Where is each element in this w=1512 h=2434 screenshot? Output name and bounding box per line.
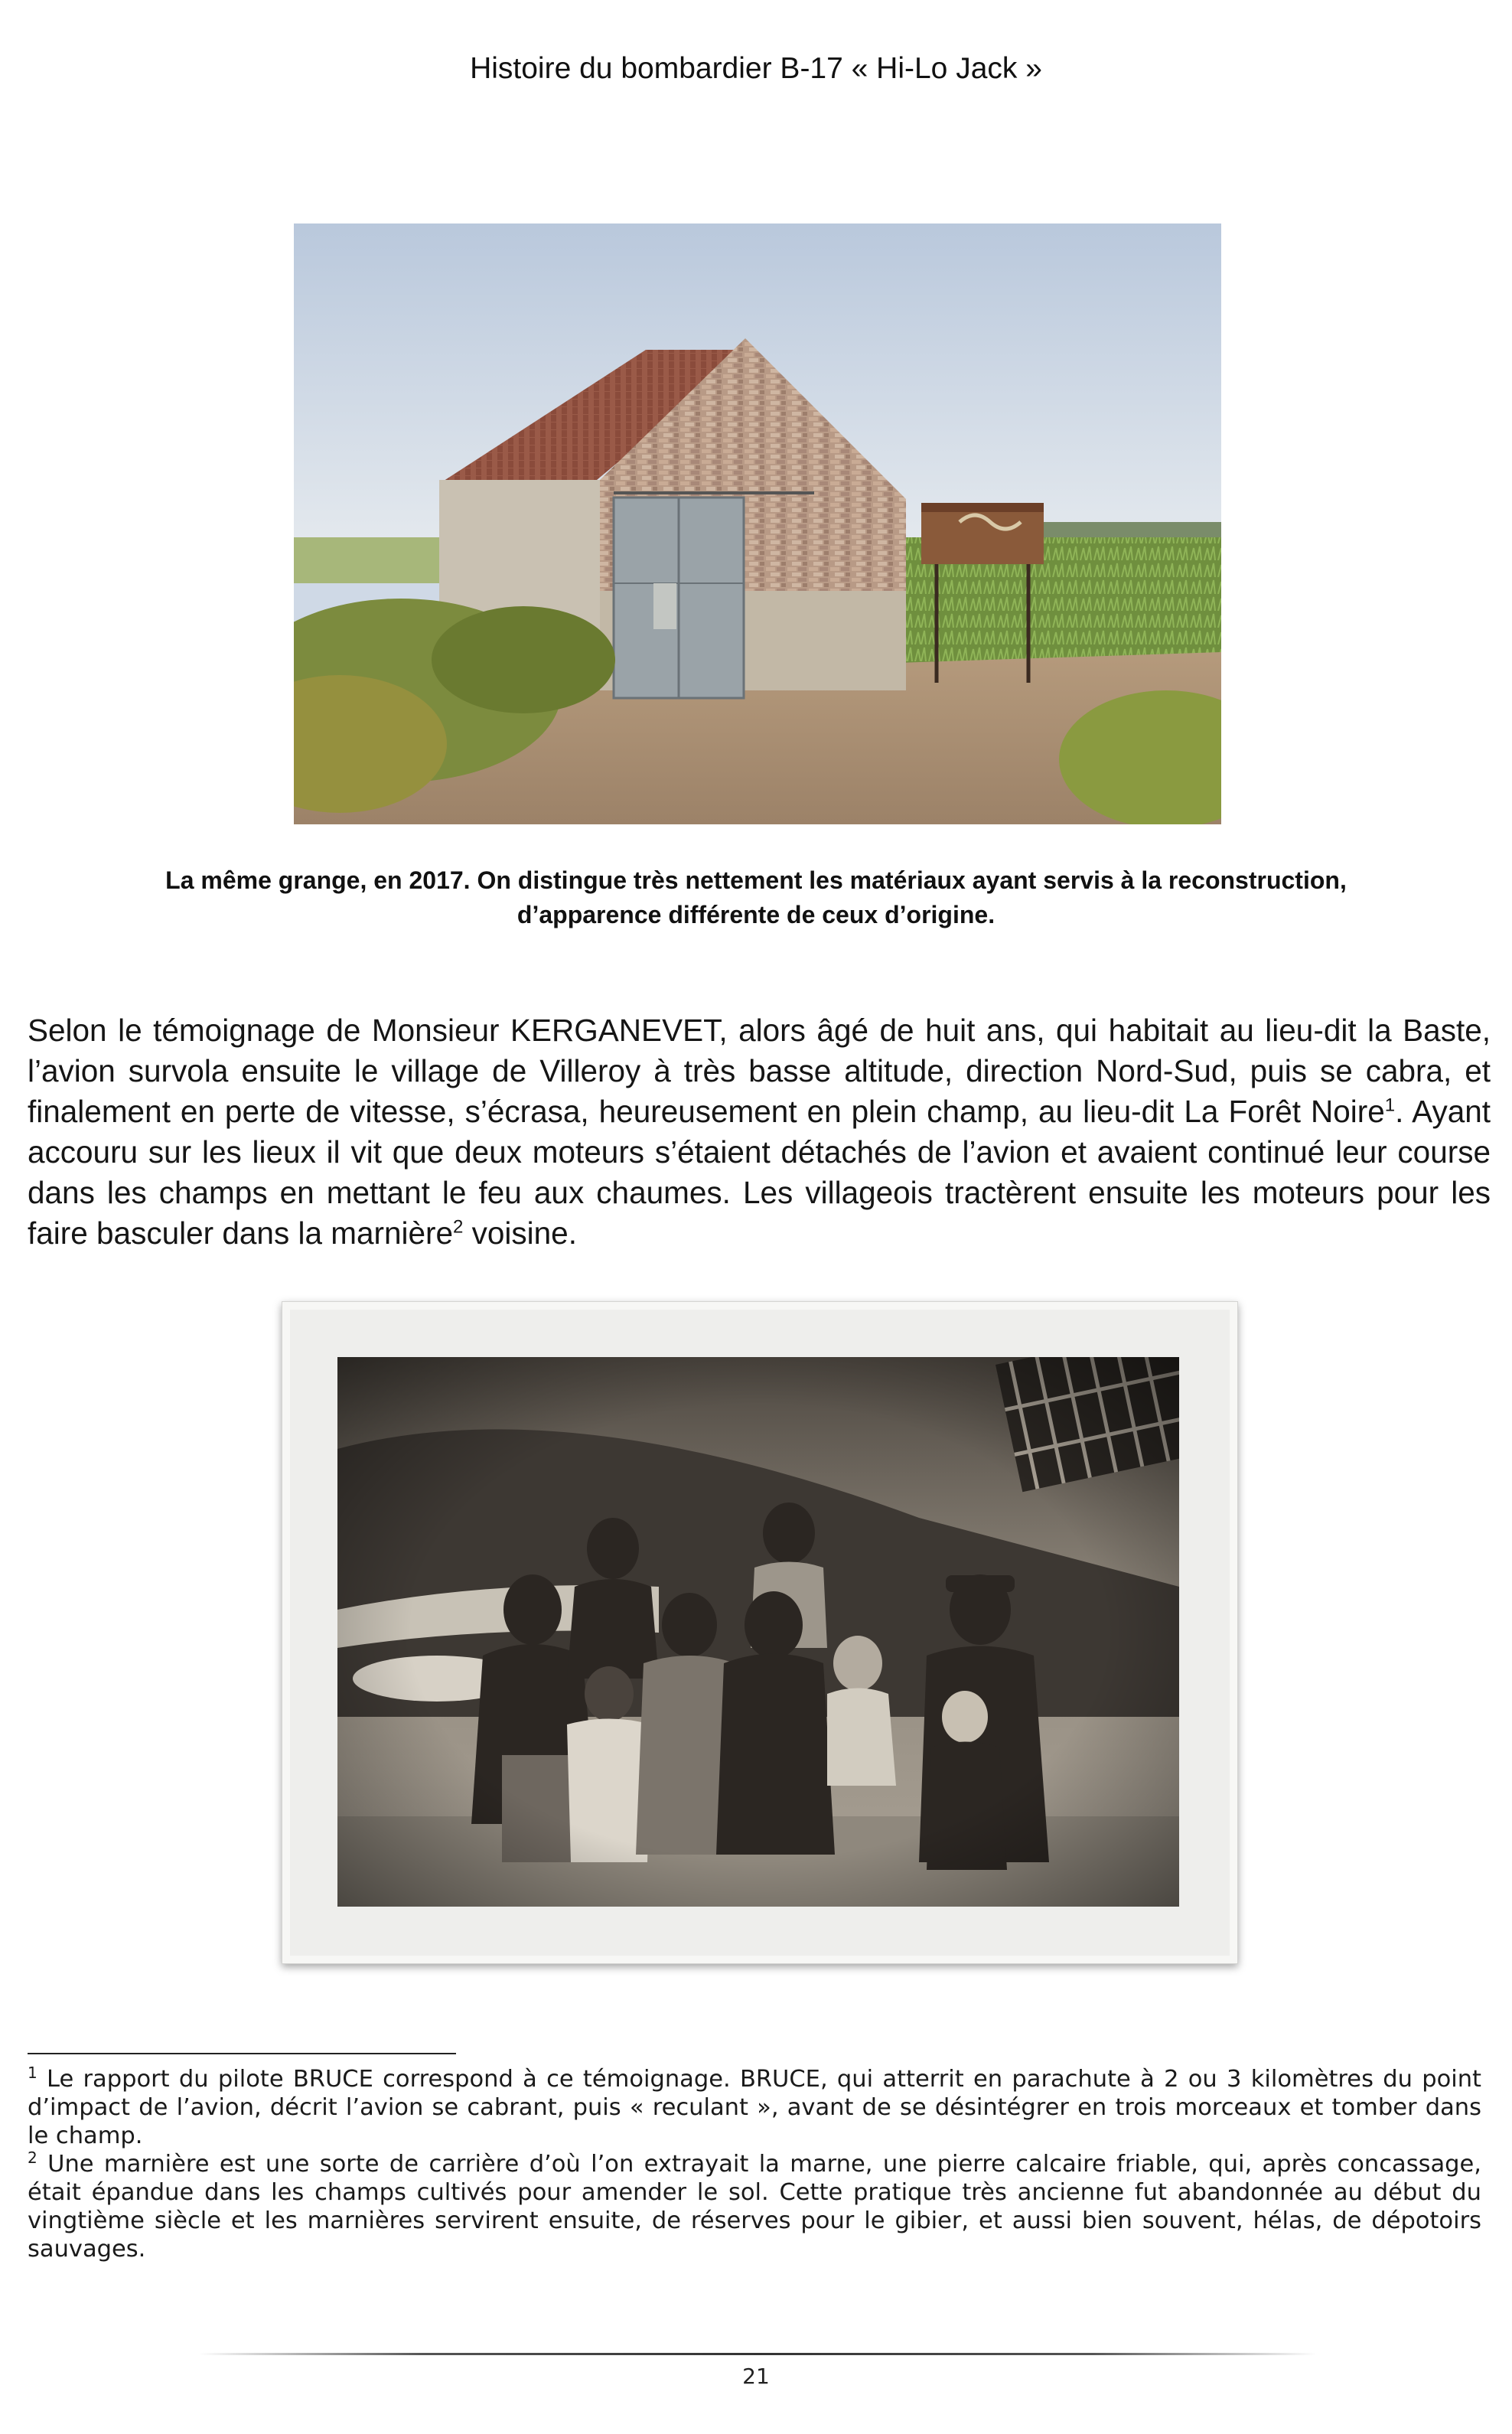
footnotes [28,2065,1481,2263]
photo-frame [282,1301,1238,1964]
footnote-1-text: Le rapport du pilote BRUCE correspond à ce témoignage. BRUCE, qui atterrit en parachute à 2 ou 3 kilomètres du point d’impact de l’avion, décrit l’avion se cabrant, puis « reculant », avant de se désintégrer en trois morceaux et tomber dans le champ. [28,2066,1481,2149]
page-footer-divider [199,2353,1316,2355]
figure-caption [46,863,1466,932]
page-number: 21 [742,2364,770,2389]
paragraph-part-3: voisine. [463,1215,577,1251]
paragraph-part-1: Selon le témoignage de Monsieur KERGANEVET, alors âgé de huit ans, qui habitait au lieu-dit la Baste, l’avion survola ensuite le village de Villeroy à très basse altitude, direction Nord-Sud, puis se cabra, et finalement en perte de vitesse, s’écrasa, heureusement en plein champ, au lieu-dit La Forêt Noire [28,1013,1491,1129]
body-paragraph [28,1010,1491,1254]
footnote-ref-2[interactable]: 2 [453,1216,464,1238]
footnote-1 [28,2065,1481,2150]
footnote-separator [28,2053,456,2054]
caption-line-2: d’apparence différente de ceux d’origine. [516,901,996,928]
footnote-ref-1[interactable]: 1 [1384,1095,1396,1116]
caption-line-1: La même grange, en 2017. On distingue très nettement les matériaux ayant servis à la reconstruction, [165,866,1347,894]
footnote-2-number: 2 [28,2148,37,2167]
vintage-group-photo [337,1357,1179,1907]
footnote-2-text: Une marnière est une sorte de carrière d’où l’on extrayait la marne, une pierre calcaire friable, qui, après concassage, était épandue dans les champs cultivés pour amender le sol. Cette pratique très ancienne fut abandonnée au début du vingtième siècle et les marnières servirent ensuite, de réserves pour le gibier, et aussi bien souvent, hélas, de dépotoirs sauvages. [28,2151,1481,2263]
footnote-1-number: 1 [28,2063,37,2082]
page-header-title: Histoire du bombardier B-17 « Hi-Lo Jack » [470,52,1042,85]
paragraph-part-2: . Ayant accouru sur les lieux il vit que deux moteurs s’étaient détachés de l’avion et avaient continué leur course dans les champs en mettant le feu aux chaumes. Les villageois tractèrent ensuite les moteurs pour les faire basculer dans la marnière [28,1094,1491,1251]
barn-photo [294,223,1221,824]
footnote-2 [28,2150,1481,2263]
